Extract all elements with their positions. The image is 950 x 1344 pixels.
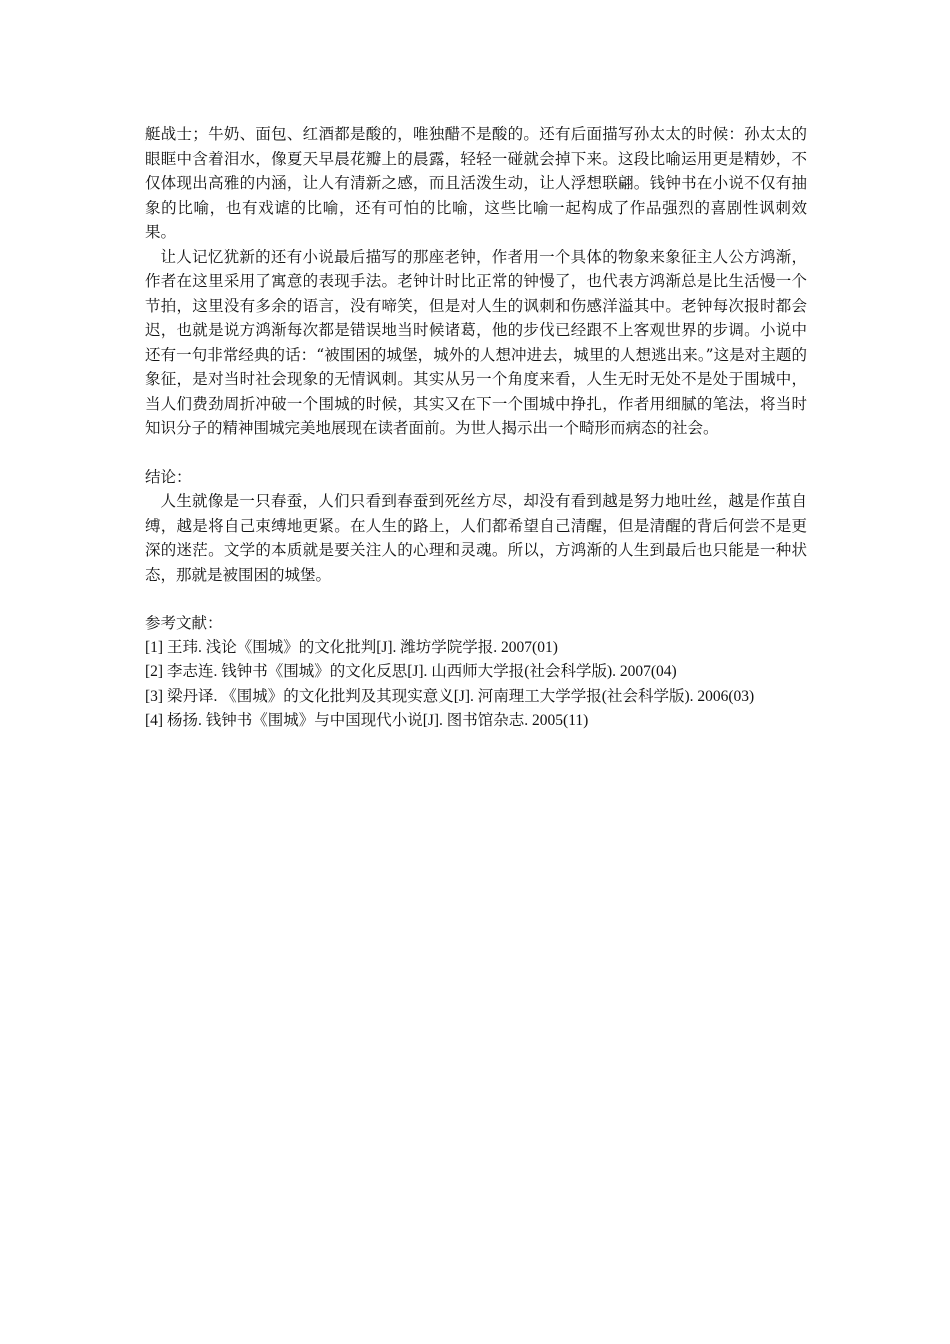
reference-item: [4] 杨扬. 钱钟书《围城》与中国现代小说[J]. 图书馆杂志. 2005(11) [145,712,589,729]
reference-list [145,636,807,734]
spacer [145,441,807,465]
spacer [145,587,807,611]
document-page [145,122,807,734]
reference-item: [3] 梁丹译. 《围城》的文化批判及其现实意义[J]. 河南理工大学学报(社会科学版). 2006(03) [145,687,755,705]
conclusion-paragraph: 人生就像是一只春蚕，人们只看到春蚕到死丝方尽，却没有看到越是努力地吐丝，越是作茧自缚，越是将自己束缚地更紧。在人生的路上，人们都希望自己清醒，但是清醒的背后何尝不是更深的迷茫。文学的本质就是要关注人的心理和灵魂。所以，方鸿渐的人生到最后也只能是一种状态，那就是被围困的城堡。 [145,492,807,584]
reference-item: [1] 王玮. 浅论《围城》的文化批判[J]. 潍坊学院学报. 2007(01) [145,638,558,656]
body-paragraph: 让人记忆犹新的还有小说最后描写的那座老钟，作者用一个具体的物象来象征主人公方鸿渐，作者在这里采用了寓意的表现手法。老钟计时比正常的钟慢了，也代表方鸿渐总是比生活慢一个节拍，这里没有多余的语言，没有啼笑，但是对人生的讽刺和伤感洋溢其中。老钟每次报时都会迟，也就是说方鸿渐每次都是错误地当时候诸葛，他的步伐已经跟不上客观世界的步调。小说中还有一句非常经典的话：“被围困的城堡，城外的人想冲进去，城里的人想逃出来。”这是对主题的象征，是对当时社会现象的无情讽刺。其实从另一个角度来看，人生无时无处不是处于围城中，当人们费劲周折冲破一个围城的时候，其实又在下一个围城中挣扎，作者用细腻的笔法，将当时知识分子的精神围城完美地展现在读者面前。为世人揭示出一个畸形而病态的社会。 [145,247,807,437]
body-paragraph: 艇战士；牛奶、面包、红酒都是酸的，唯独醋不是酸的。还有后面描写孙太太的时候：孙太太的眼眶中含着泪水，像夏天早晨花瓣上的晨露，轻轻一碰就会掉下来。这段比喻运用更是精妙，不仅体现出高雅的内涵，让人有清新之感，而且活泼生动，让人浮想联翩。钱钟书在小说不仅有抽象的比喻，也有戏谑的比喻，还有可怕的比喻，这些比喻一起构成了作品强烈的喜剧性讽刺效果。 [145,125,807,241]
reference-item: [2] 李志连. 钱钟书《围城》的文化反思[J]. 山西师大学报(社会科学版). 2007(04) [145,663,677,680]
conclusion-heading: 结论： [145,467,192,486]
references-heading: 参考文献： [145,614,223,632]
